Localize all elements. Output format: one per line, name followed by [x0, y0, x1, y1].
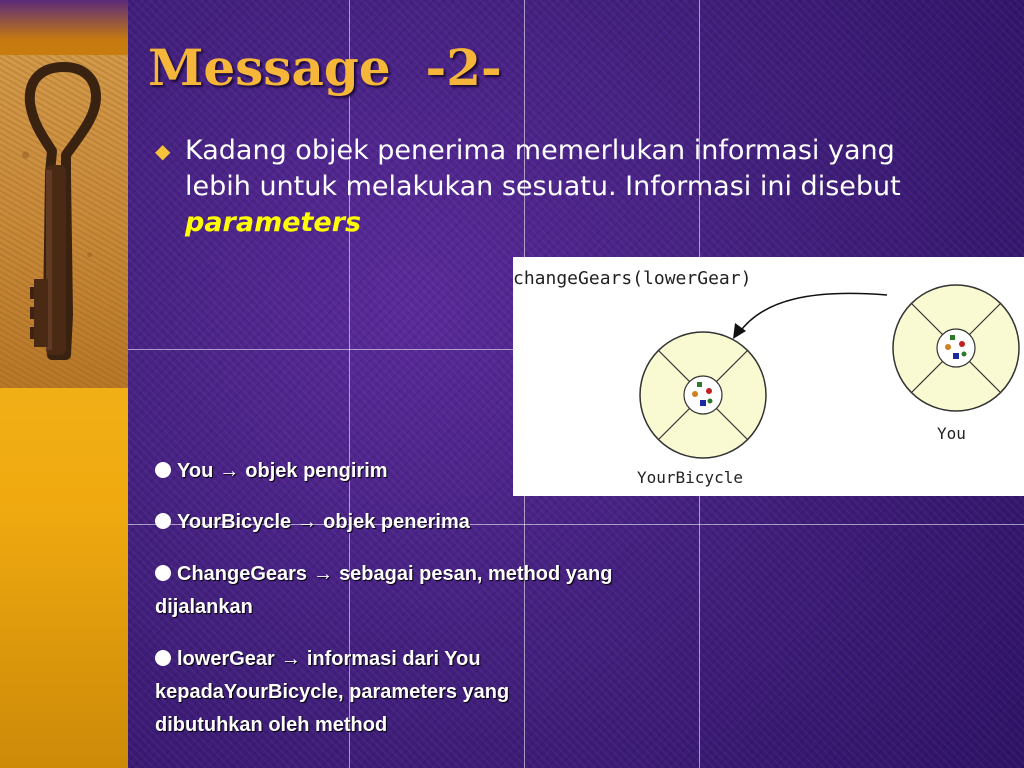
arrow-icon: →: [280, 648, 301, 670]
dot-icon: [155, 565, 171, 581]
point-you: [155, 455, 695, 488]
point-desc: objek penerima: [323, 511, 470, 533]
intro-highlight: parameters: [185, 207, 362, 238]
dot-icon: [155, 462, 171, 478]
diamond-icon: ◆: [155, 139, 171, 163]
dot-icon: [155, 650, 171, 666]
sender-wheel: [893, 285, 1019, 411]
point-term: lowerGear: [177, 648, 275, 670]
point-desc: sebagai pesan, method yang dijalankan: [155, 563, 613, 618]
point-desc: objek pengirim: [245, 460, 388, 482]
diagram-sender-label: You: [937, 424, 966, 443]
diagram-method-label: changeGears(lowerGear): [513, 268, 752, 289]
dot-icon: [155, 513, 171, 529]
point-lowergear: [155, 643, 605, 742]
point-changegears: [155, 558, 675, 624]
intro-body: Kadang objek penerima memerlukan informasi yang lebih untuk melakukan sesuatu. Informasi ini disebut: [185, 135, 901, 202]
message-arrow: [739, 293, 887, 333]
slide-title: Message -2-: [148, 38, 502, 97]
arrow-icon: →: [297, 511, 318, 533]
point-term: YourBicycle: [177, 511, 292, 533]
point-term: ChangeGears: [177, 563, 308, 585]
diagram-receiver-label: YourBicycle: [637, 468, 743, 487]
key-icon: [0, 55, 128, 388]
point-desc: informasi dari You kepadaYourBicycle, parameters yang dibutuhkan oleh method: [155, 648, 510, 736]
arrow-icon: →: [219, 460, 240, 482]
receiver-wheel: [640, 332, 766, 458]
point-term: You: [177, 460, 214, 482]
key-image: [0, 55, 128, 388]
arrow-icon: →: [313, 563, 334, 585]
point-yourbicycle: [155, 506, 695, 539]
intro-text: [185, 133, 965, 241]
arrowhead-icon: [733, 323, 746, 339]
